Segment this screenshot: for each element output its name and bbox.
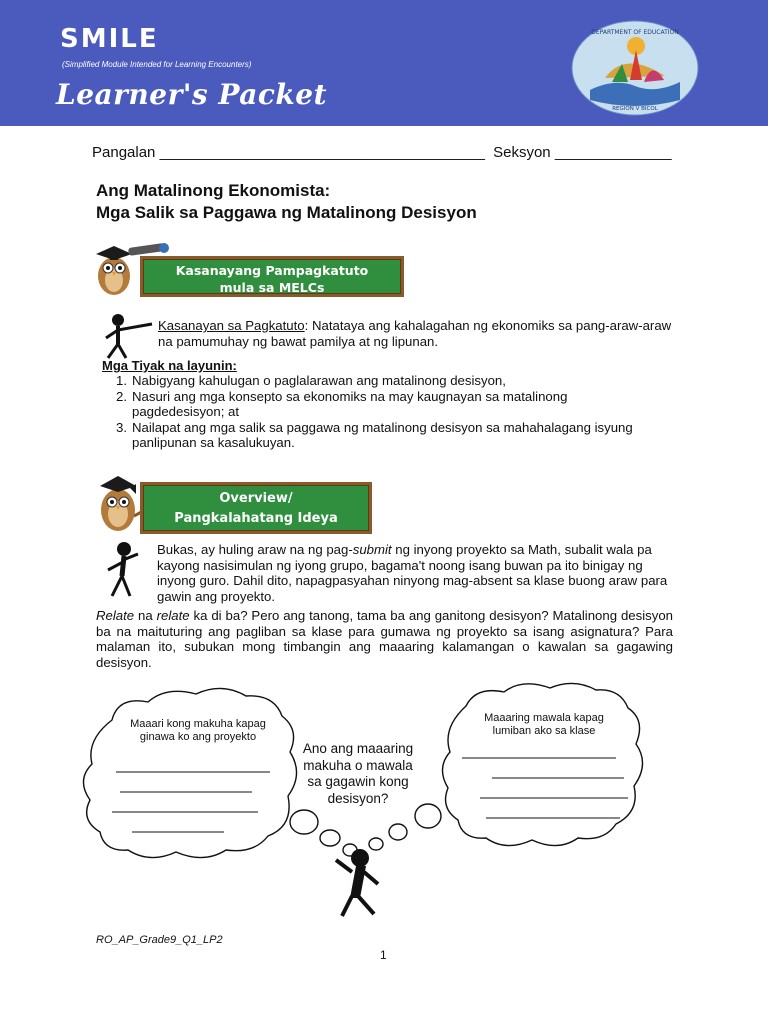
left-cloud-label: Maaari kong makuha kapag ginawa ko ang proyekto [130, 718, 266, 743]
relate-word-3: relate [156, 608, 190, 623]
overview-board-line2: Pangkalahatang Ideya [174, 511, 338, 526]
list-item-number: 2. [116, 388, 127, 404]
melc-label: Kasanayan sa Pagkatuto [158, 318, 305, 333]
overview-italic: submit [352, 542, 392, 557]
brand-subtitle: (Simplified Module Intended for Learning Encounters) [62, 60, 252, 69]
list-item-text: Nabigyang kahulugan o paglalarawan ang matalinong desisyon, [132, 373, 506, 388]
center-question: Ano ang maaaring makuha o mawala sa gagawin kong desisyon? [302, 741, 414, 806]
list-item-number: 1. [116, 373, 127, 388]
pondering-figure-icon [336, 849, 378, 916]
packet-title: Learner's Packet [56, 78, 328, 111]
section-label: Seksyon [493, 144, 551, 161]
list-item-number: 3. [116, 419, 127, 435]
right-cloud-label: Maaaring mawala kapag lumiban ako sa klase [484, 712, 604, 737]
list-item-text: Nasuri ang mga konsepto sa ekonomiks na may kaugnayan sa matalinong pagdedesisyon; at [132, 388, 568, 419]
overview-board-line1: Overview/ [219, 491, 293, 506]
overview-text-2: ng inyong proyekto sa Math, subalit wala pa kayong nasisimulan ng iyong grupo, bagama't noong isang buwan pa ito binigay ng inyong guro. Dahil dito, napagpasyahan ninyong mag-absent sa klase buong araw para gawin ang proyekto. [157, 542, 668, 604]
objectives-heading: Mga Tiyak na layunin: [102, 358, 237, 373]
list-item-text: Nailapat ang mga salik sa paggawa ng matalinong desisyon sa mahahalagang isyung panlipunan sa kasalukuyan. [132, 419, 633, 450]
section-field[interactable]: ______________ [554, 144, 672, 161]
melc-text: : Natataya ang kahalagahan ng ekonomiks sa pang-araw-araw na pamumuhay ng bawat pamilya at ng lipunan. [158, 318, 672, 349]
brand-title: SMILE [60, 24, 159, 54]
name-field[interactable]: _______________________________________ [159, 144, 485, 161]
overview-text-1: Bukas, ay huling araw na ng pag- [157, 542, 353, 557]
right-thought-cloud [442, 683, 642, 845]
relate-rest: ka di ba? Pero ang tanong, tama ba ang ganitong desisyon? Matalinong desisyon ba na maituturing ang pagliban sa klase para gumawa ng proyekto sa isang asignatura? Para malaman ito, subukan mong timbangin ang maaaring kalamangan o kawalan sa gagawing desisyon. [96, 608, 673, 670]
melc-board-line2: mula sa MELCs [219, 280, 325, 295]
page-number: 1 [380, 948, 387, 962]
relate-word-2: na [134, 608, 157, 623]
seal-top-text: DEPARTMENT OF EDUCATION [591, 29, 679, 36]
lesson-title-line2: Mga Salik sa Paggawa ng Matalinong Desisyon [96, 203, 477, 222]
seal-bottom-text: REGION V BICOL [612, 106, 658, 112]
footer-code: RO_AP_Grade9_Q1_LP2 [96, 934, 223, 946]
melc-board-line1: Kasanayang Pampagkatuto [175, 263, 369, 278]
lesson-title-line1: Ang Matalinong Ekonomista: [96, 181, 331, 200]
relate-word-1: Relate [96, 608, 135, 623]
name-label: Pangalan [92, 144, 156, 161]
